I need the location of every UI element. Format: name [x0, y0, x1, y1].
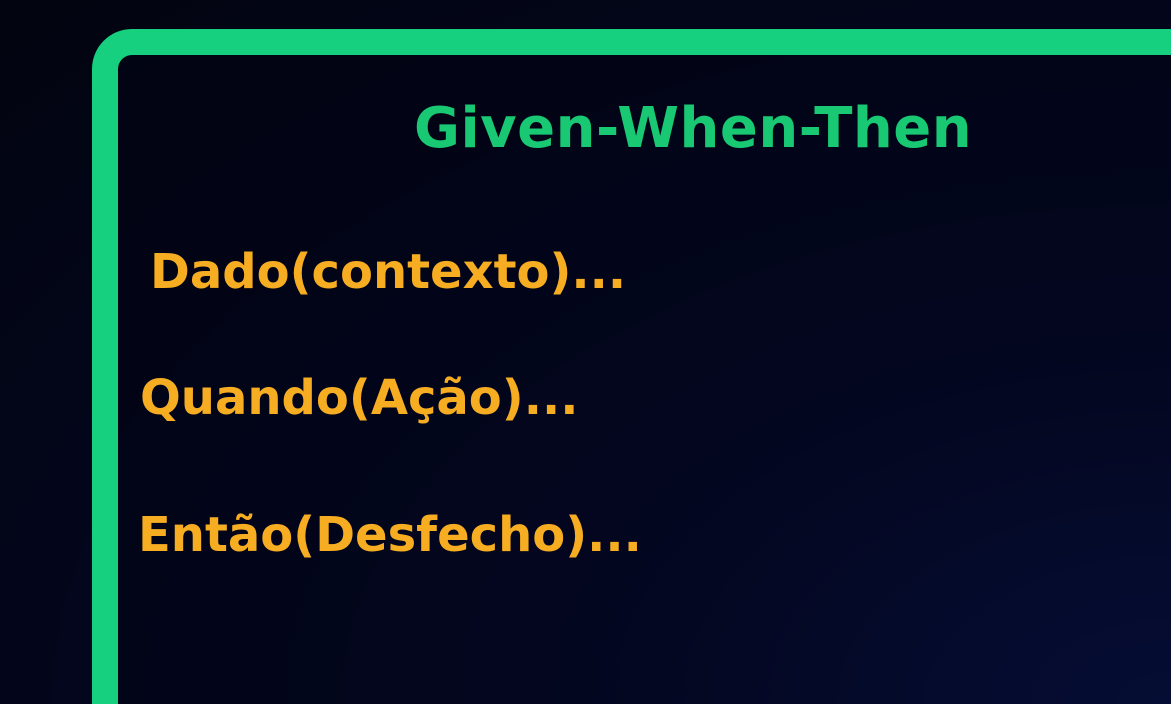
- then-line: Então(Desfecho)...: [138, 507, 642, 563]
- given-line: Dado(contexto)...: [150, 244, 627, 300]
- slide-title: Given-When-Then: [414, 96, 973, 161]
- when-line: Quando(Ação)...: [140, 370, 579, 426]
